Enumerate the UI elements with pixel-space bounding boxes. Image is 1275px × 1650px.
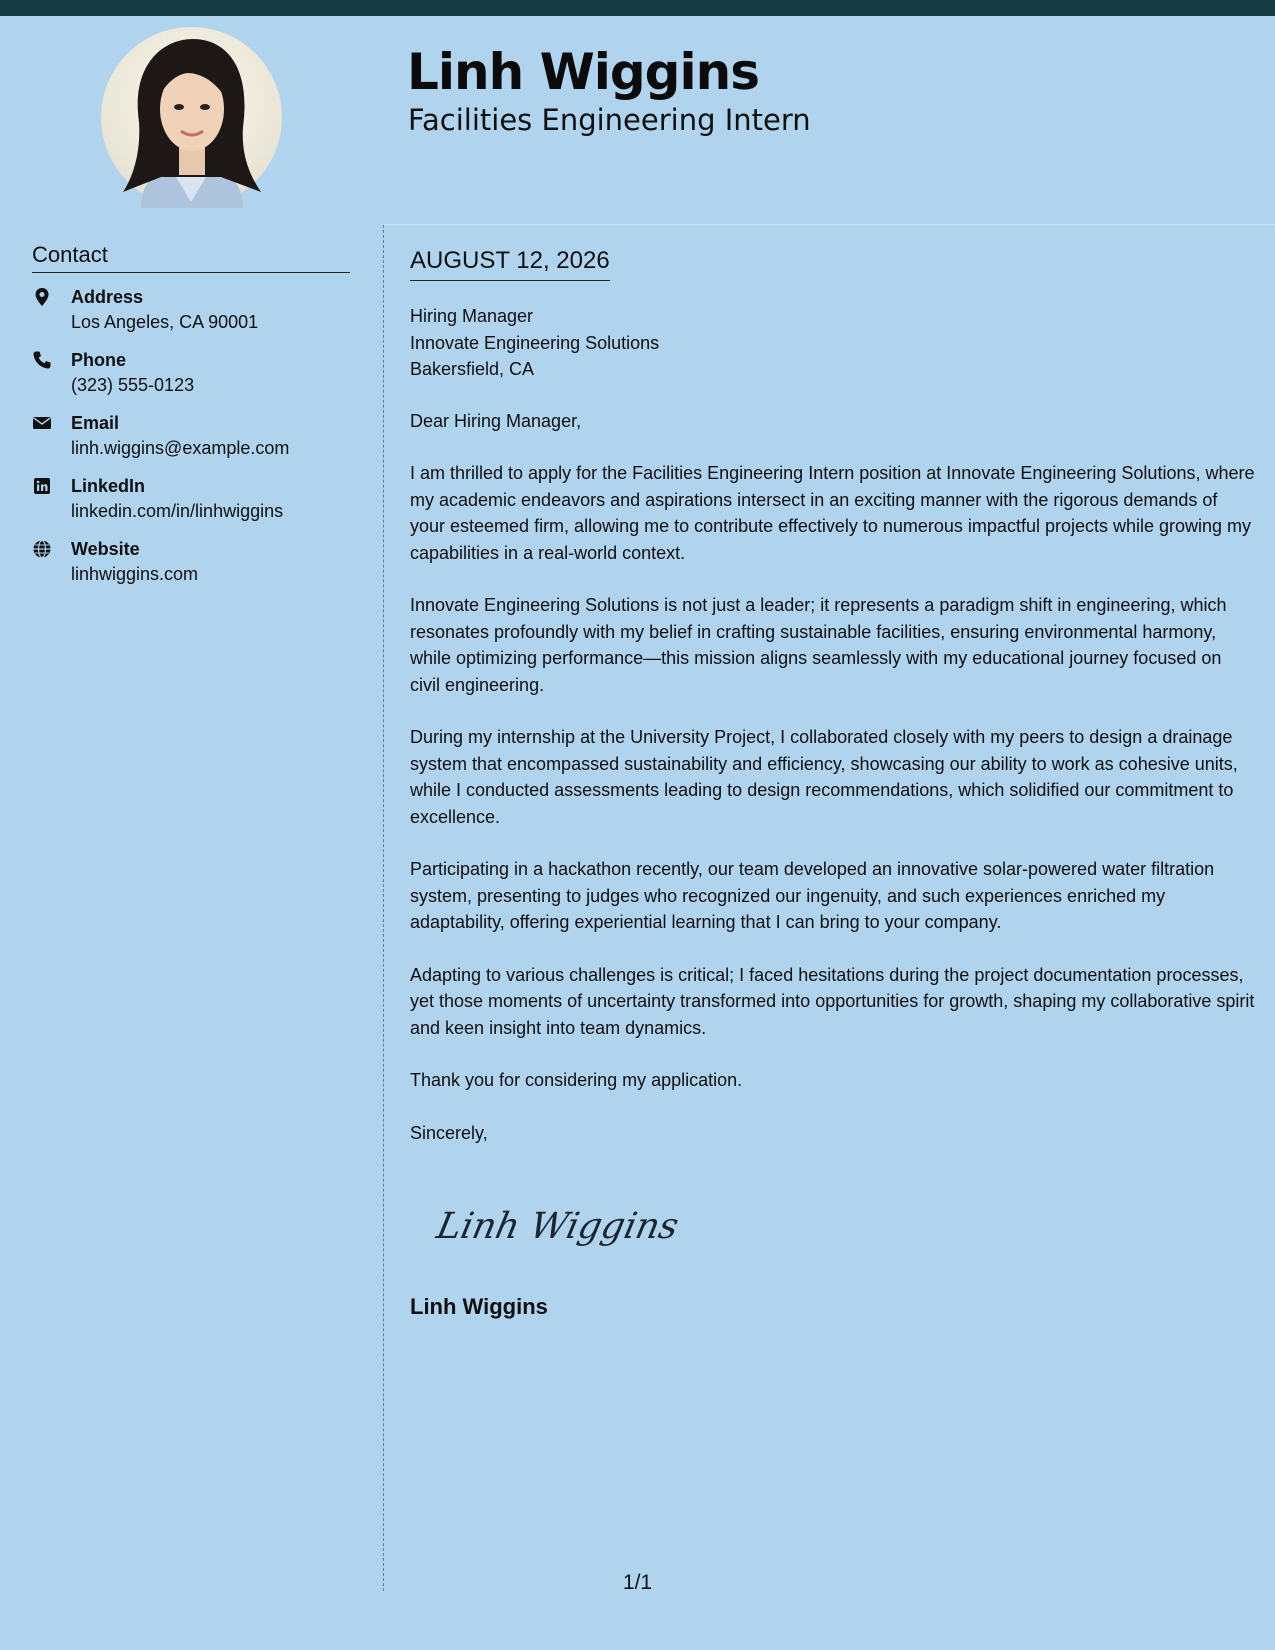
contact-value[interactable]: linhwiggins.com bbox=[71, 564, 199, 584]
contact-list bbox=[32, 285, 352, 600]
recipient-line: Hiring Manager bbox=[410, 306, 534, 326]
contact-heading: Contact bbox=[32, 240, 350, 273]
candidate-role: Facilities Engineering Intern bbox=[408, 103, 811, 137]
paragraph: Thank you for considering my application. bbox=[410, 1070, 743, 1090]
page-number: 1/1 bbox=[622, 1571, 653, 1594]
paragraph: Participating in a hackathon recently, our team developed an innovative solar-powered water filtration system, presenting to judges who recognized our ingenuity, and such experiences enriched my adaptability, offering experiential learning that I can bring to your company. bbox=[410, 859, 1215, 932]
phone-icon bbox=[32, 350, 58, 370]
contact-label: LinkedIn bbox=[71, 476, 146, 496]
envelope-icon bbox=[32, 413, 58, 433]
contact-website bbox=[32, 537, 352, 600]
paragraph: Adapting to various challenges is critical; I faced hesitations during the project documentation processes, yet those moments of uncertainty transformed into opportunities for growth, shaping my collaborative spirit and keen insight into team dynamics. bbox=[410, 964, 1255, 1038]
contact-email bbox=[32, 411, 352, 474]
globe-icon bbox=[32, 539, 58, 559]
location-pin-icon bbox=[32, 287, 58, 307]
linkedin-icon bbox=[32, 476, 58, 496]
contact-value: (323) 555-0123 bbox=[71, 375, 195, 395]
contact-label: Email bbox=[71, 413, 120, 433]
letter-body bbox=[410, 303, 1255, 1172]
contact-value[interactable]: linkedin.com/in/linhwiggins bbox=[71, 501, 284, 521]
paragraph: During my internship at the University Project, I collaborated closely with my peers to design a drainage system that encompassed sustainability and efficiency, showcasing our ability to work as cohesive units, while I conducted assessments leading to design recommendations, which solidified our commitment to excellence. bbox=[410, 727, 1238, 827]
contact-phone bbox=[32, 348, 352, 411]
signature-text: Linh Wiggins bbox=[433, 1204, 683, 1247]
contact-address bbox=[32, 285, 352, 348]
handwritten-signature bbox=[432, 1196, 683, 1256]
contact-label: Address bbox=[71, 287, 144, 307]
contact-linkedin bbox=[32, 474, 352, 537]
salutation: Dear Hiring Manager, bbox=[410, 410, 582, 431]
paragraph: I am thrilled to apply for the Facilities Engineering Intern position at Innovate Engineering Solutions, where my academic endeavors and aspirations intersect in an exciting manner with the rigorous demands of your esteemed firm, allowing me to contribute effectively to numerous impactful projects while growing my capabilities in a real-world context. bbox=[410, 463, 1255, 563]
profile-photo bbox=[101, 27, 282, 208]
recipient-line: Bakersfield, CA bbox=[410, 359, 535, 379]
recipient-line: Innovate Engineering Solutions bbox=[410, 332, 660, 353]
candidate-name: Linh Wiggins bbox=[407, 43, 759, 101]
paragraph: Innovate Engineering Solutions is not just a leader; it represents a paradigm shift in engineering, which resonates profoundly with my belief in crafting sustainable facilities, ensuring environmental harmony, while optimizing performance—this mission aligns seamlessly with my educational journey focused on civil engineering. bbox=[410, 595, 1227, 695]
column-divider bbox=[383, 225, 384, 1591]
header-divider bbox=[384, 224, 1275, 225]
contact-value: Los Angeles, CA 90001 bbox=[71, 312, 259, 332]
contact-label: Phone bbox=[71, 350, 127, 370]
signed-name: Linh Wiggins bbox=[410, 1294, 548, 1319]
contact-value[interactable]: linh.wiggins@example.com bbox=[71, 438, 290, 458]
top-accent-bar bbox=[0, 0, 1275, 16]
closing: Sincerely, bbox=[410, 1122, 488, 1143]
recipient-block bbox=[410, 303, 1255, 383]
contact-label: Website bbox=[71, 539, 140, 559]
letter-date: AUGUST 12, 2026 bbox=[410, 244, 610, 281]
